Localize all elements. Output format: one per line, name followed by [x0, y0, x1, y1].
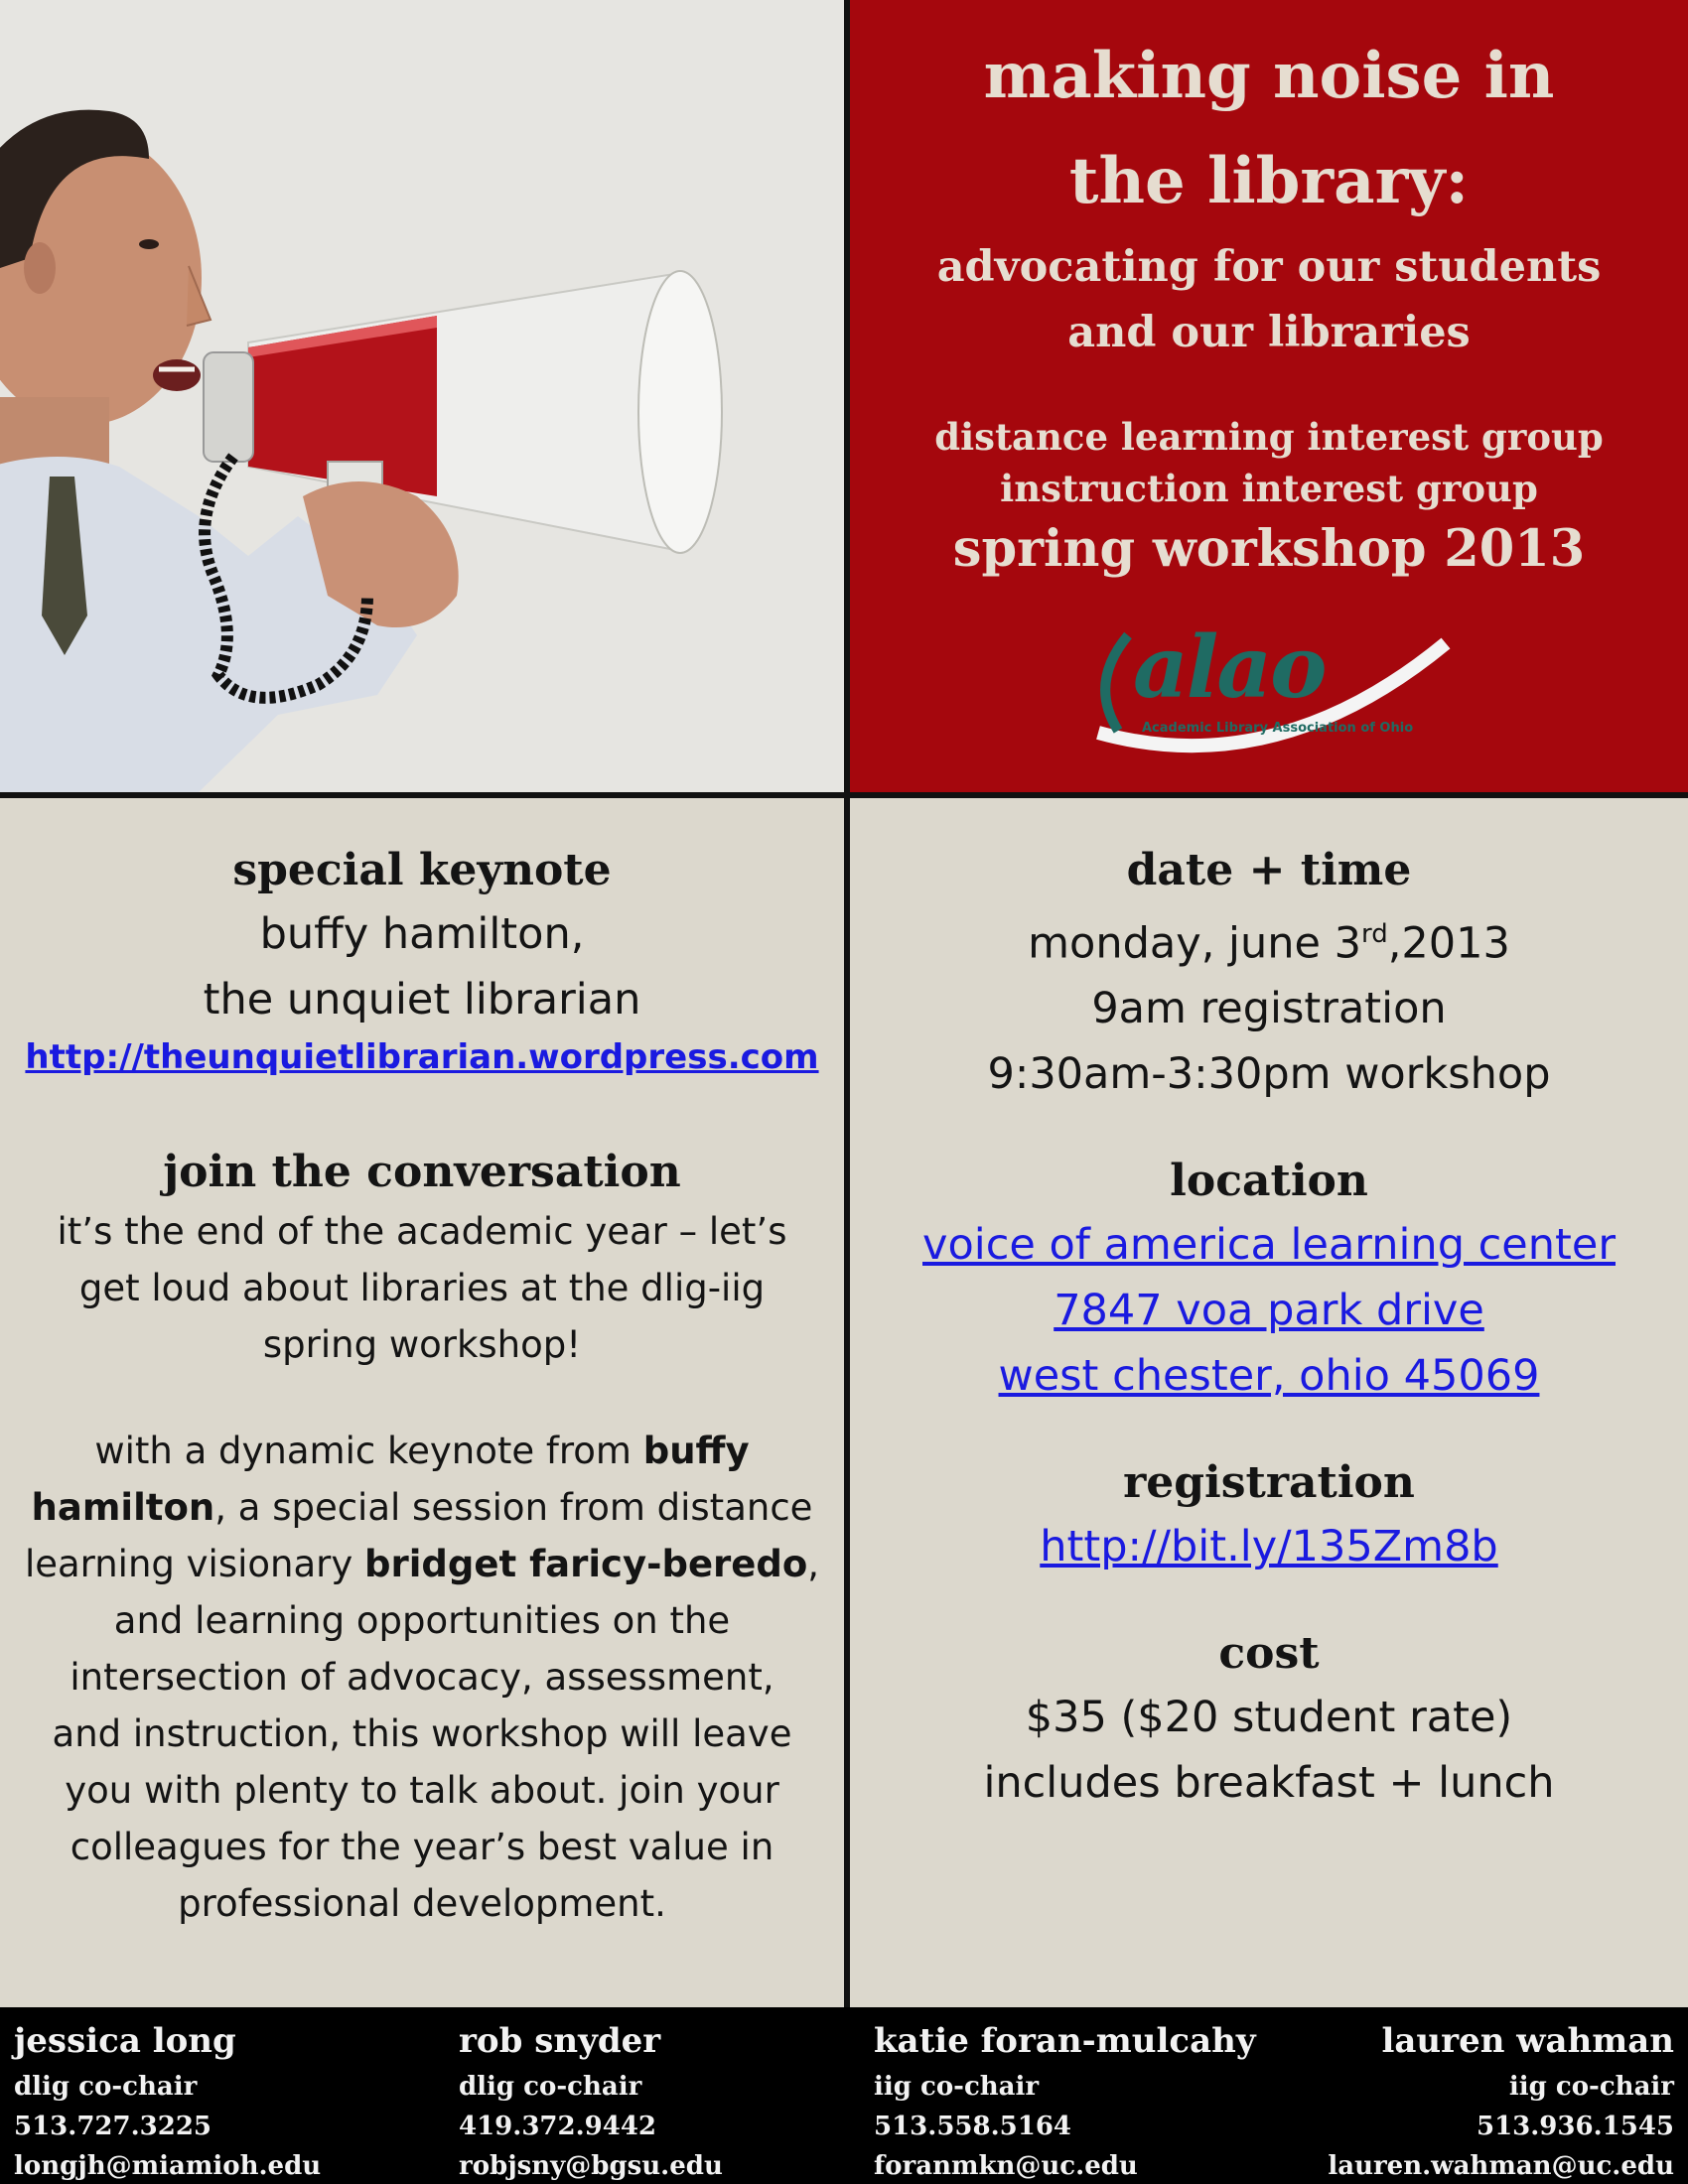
contact-role: dlig co-chair	[459, 2072, 642, 2102]
paragraph-line-3: learning visionary bridget faricy-beredo,	[24, 1543, 820, 1585]
workshop-title: spring workshop 2013	[952, 519, 1586, 579]
paragraph-line-4: and learning opportunities on the	[113, 1599, 731, 1642]
location-link-line-3[interactable]: west chester, ohio 45069	[998, 1351, 1540, 1402]
contact-card	[14, 2015, 321, 2184]
registration-link[interactable]: http://bit.ly/135Zm8b	[1040, 1522, 1498, 1572]
event-date: monday, june 3rd,2013	[1028, 918, 1510, 969]
contacts-footer	[0, 2007, 1688, 2184]
cost-includes: includes breakfast + lunch	[983, 1758, 1555, 1809]
paragraph-line-8: colleagues for the year’s best value in	[70, 1826, 774, 1868]
intro-line-2: get loud about libraries at the dlig-iig	[78, 1267, 766, 1309]
contact-role: iig co-chair	[874, 2072, 1040, 2102]
contact-phone: 513.727.3225	[14, 2112, 212, 2141]
hero-photo	[0, 0, 844, 792]
contact-name: jessica long	[14, 2021, 236, 2061]
contact-card	[1328, 2015, 1674, 2184]
session-speaker-bold: bridget faricy-beredo	[364, 1543, 808, 1585]
title-line-1: making noise in	[983, 39, 1555, 113]
contact-name: lauren wahman	[1381, 2021, 1674, 2061]
keynote-name-bold: buffy	[642, 1430, 750, 1472]
subtitle-line-2: and our libraries	[1067, 308, 1471, 357]
location-link-line-1[interactable]: voice of america learning center	[922, 1220, 1616, 1271]
location-link-line-2[interactable]: 7847 voa park drive	[1054, 1286, 1484, 1336]
title-line-2: the library:	[1068, 144, 1470, 218]
contact-role: iig co-chair	[1508, 2072, 1674, 2102]
paragraph-line-2: hamilton, a special session from distance	[31, 1486, 813, 1529]
registration-time: 9am registration	[1091, 984, 1447, 1034]
logo-text: alao	[1133, 617, 1326, 718]
intro-line-1: it’s the end of the academic year – let’s	[57, 1210, 787, 1253]
group-name-2: instruction interest group	[1000, 467, 1538, 510]
keynote-url-link[interactable]: http://theunquietlibrarian.wordpress.com	[25, 1037, 819, 1077]
keynote-speaker-title: the unquiet librarian	[203, 975, 641, 1024]
contact-phone: 513.936.1545	[1476, 2112, 1674, 2141]
contact-email[interactable]: longjh@miamioh.edu	[14, 2151, 322, 2181]
contact-email[interactable]: robjsny@bgsu.edu	[459, 2151, 723, 2181]
keynote-heading: special keynote	[232, 845, 612, 895]
paragraph-line-5: intersection of advocacy, assessment,	[70, 1656, 774, 1699]
paragraph-line-9: professional development.	[178, 1882, 666, 1925]
contact-name: rob snyder	[459, 2021, 661, 2061]
alao-logo	[1088, 617, 1466, 762]
logo-caption: Academic Library Association of Ohio	[1142, 721, 1414, 736]
date-time-heading: date + time	[1126, 845, 1412, 895]
location-heading: location	[1170, 1156, 1368, 1207]
paragraph-line-6: and instruction, this workshop will leave	[52, 1712, 792, 1755]
contact-name: katie foran-mulcahy	[874, 2021, 1256, 2061]
contact-card	[874, 2015, 1256, 2184]
intro-line-3: spring workshop!	[262, 1323, 582, 1366]
keynote-speaker: buffy hamilton,	[259, 909, 585, 959]
paragraph-line-1: with a dynamic keynote from buffy	[94, 1430, 750, 1472]
cost-price: $35 ($20 student rate)	[1025, 1693, 1513, 1743]
cost-heading: cost	[1218, 1628, 1320, 1680]
right-panel	[850, 798, 1688, 2007]
conversation-heading: join the conversation	[163, 1147, 681, 1197]
contact-card	[459, 2015, 723, 2184]
megaphone-man-illustration	[0, 0, 844, 792]
contact-phone: 419.372.9442	[459, 2112, 657, 2141]
contact-phone: 513.558.5164	[874, 2112, 1072, 2141]
registration-heading: registration	[1123, 1457, 1415, 1509]
workshop-time: 9:30am-3:30pm workshop	[987, 1049, 1551, 1100]
group-name-1: distance learning interest group	[934, 415, 1604, 459]
contact-role: dlig co-chair	[14, 2072, 198, 2102]
contact-email[interactable]: lauren.wahman@uc.edu	[1328, 2151, 1674, 2181]
subtitle-line-1: advocating for our students	[936, 242, 1602, 292]
paragraph-line-7: you with plenty to talk about. join your	[65, 1769, 779, 1812]
contact-email[interactable]: foranmkn@uc.edu	[874, 2151, 1138, 2181]
title-panel	[850, 0, 1688, 792]
left-panel	[0, 798, 844, 2007]
